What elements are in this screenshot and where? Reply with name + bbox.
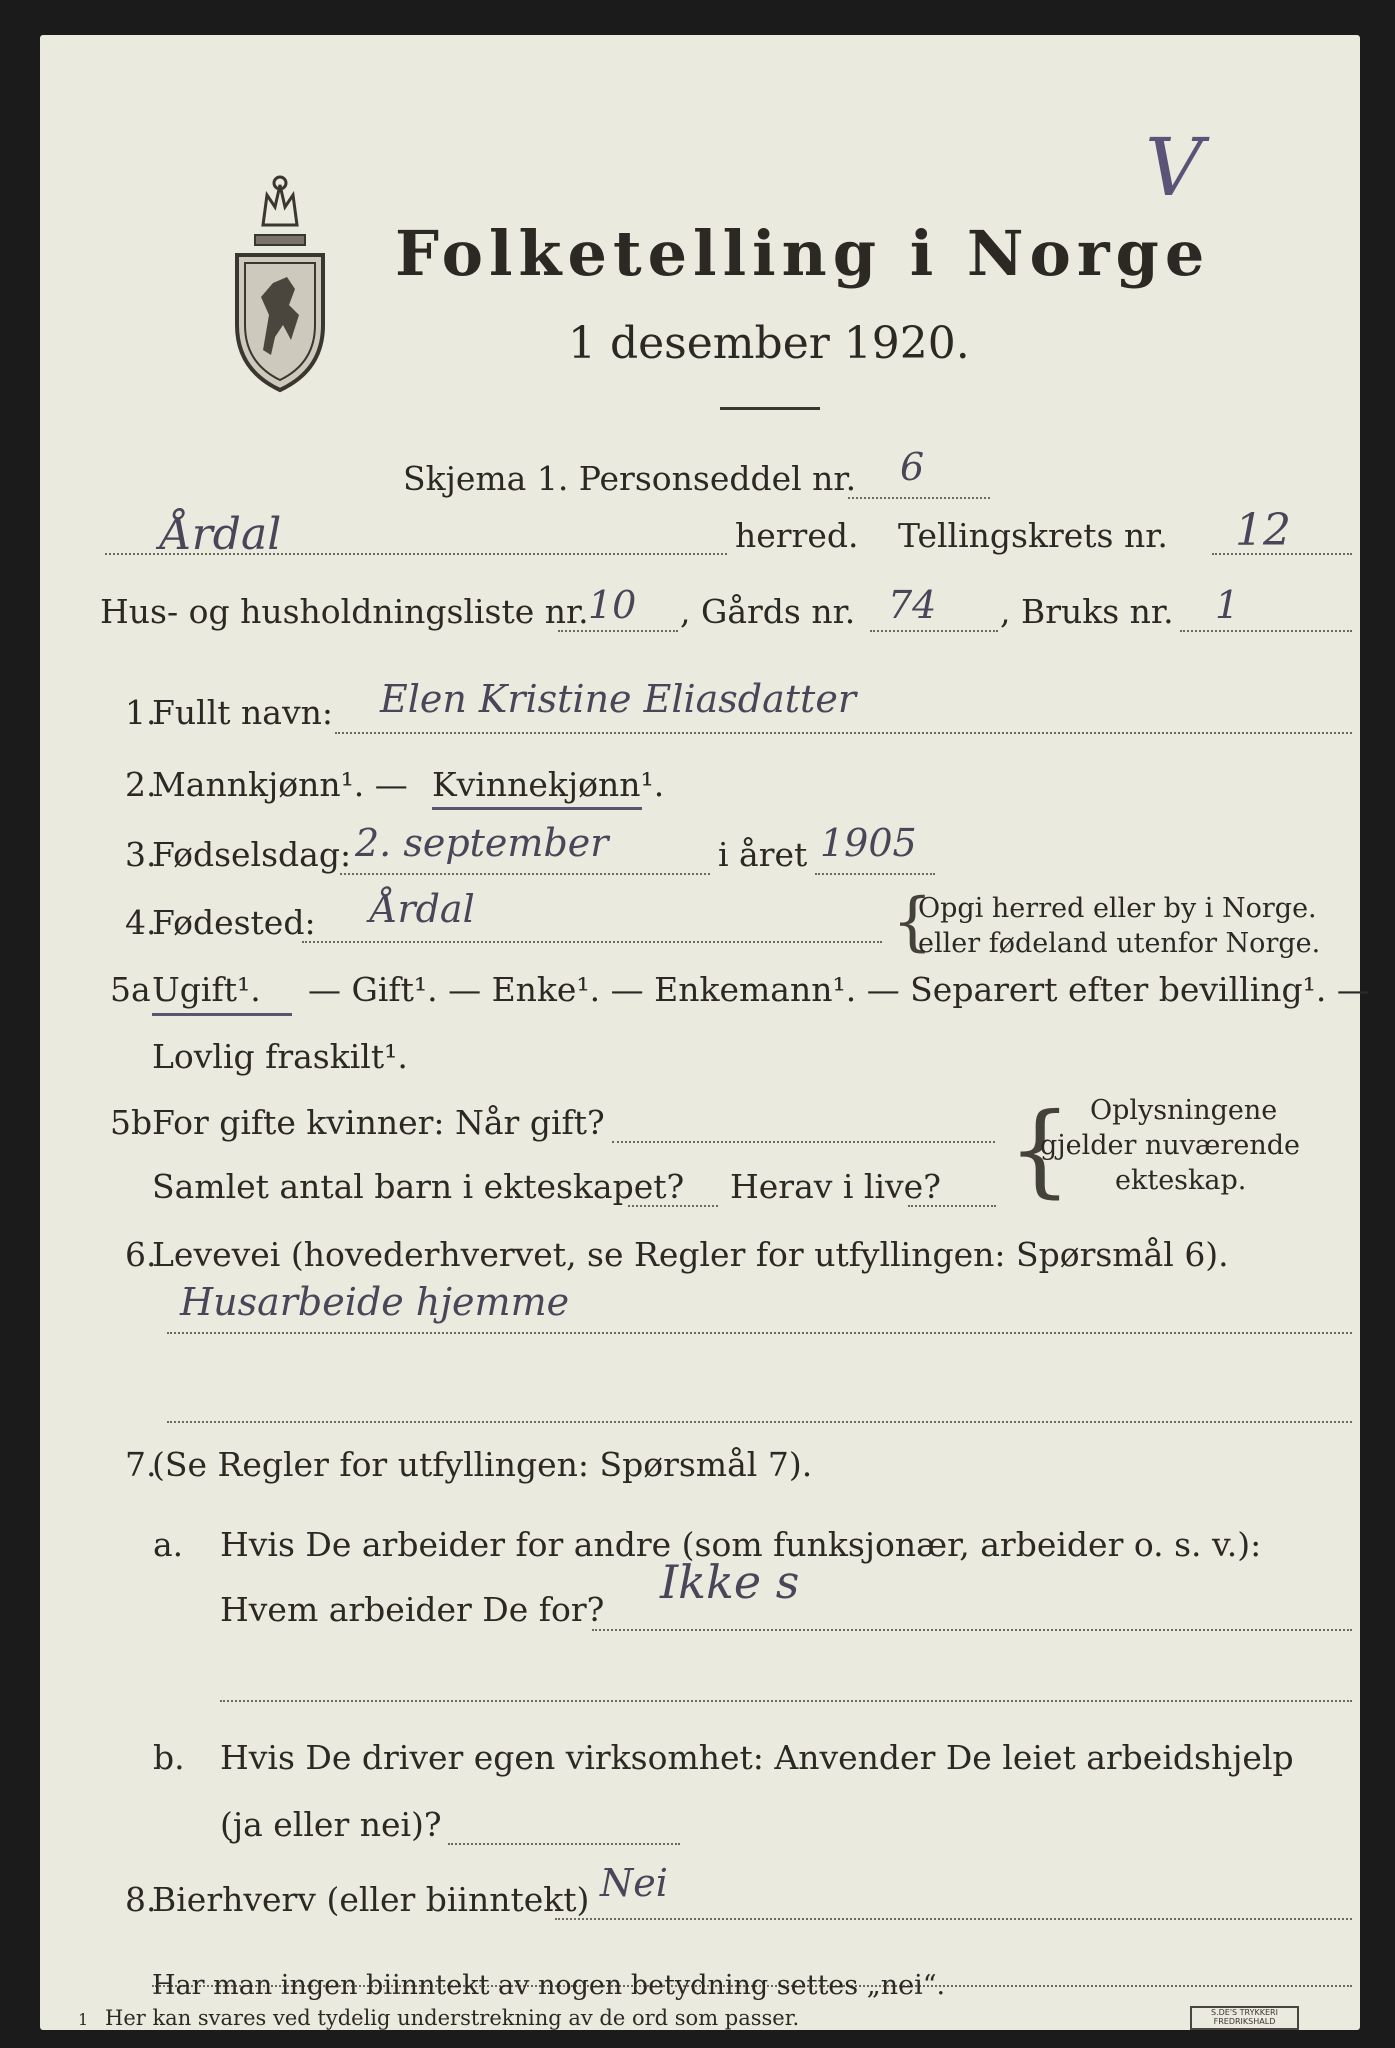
- q5b-number: 5b: [110, 1103, 153, 1142]
- herred-value: Årdal: [160, 509, 282, 560]
- husholdning-label: Hus- og husholdningsliste nr.: [100, 592, 589, 631]
- hus-field-line: [558, 630, 678, 632]
- census-date: 1 desember 1920.: [568, 318, 970, 369]
- gards-field-line: [870, 630, 998, 632]
- q5b-note-3: ekteskap.: [1115, 1165, 1247, 1196]
- herred-label: herred.: [735, 516, 859, 555]
- q5a-number: 5a: [110, 970, 151, 1009]
- printer-stamp: S.DE'S TRYKKERI FREDRIKSHALD: [1190, 2006, 1299, 2030]
- female-underline: [432, 807, 642, 810]
- q6-number: 6.: [125, 1235, 157, 1274]
- q5b-note-1: Oplysningene: [1090, 1095, 1278, 1126]
- schema-label: Skjema 1. Personseddel nr.: [403, 459, 857, 498]
- q5b-label-1: For gifte kvinner: Når gift?: [152, 1103, 605, 1142]
- personseddel-number: 6: [900, 445, 925, 489]
- husholdning-number: 10: [588, 583, 637, 627]
- q5b-field-line-2: [628, 1205, 718, 1207]
- q7-number: 7.: [125, 1445, 157, 1484]
- ugift-underline: [152, 1013, 292, 1016]
- schema-field-line: [848, 497, 990, 499]
- footer-note: Har man ingen biinntekt av nogen betydning settes „nei“.: [152, 1970, 946, 2001]
- q5a-ugift: Ugift¹.: [152, 970, 261, 1009]
- bruks-field-line: [1180, 630, 1352, 632]
- q5a-line2: Lovlig fraskilt¹.: [152, 1037, 408, 1076]
- q4-label: Fødested:: [152, 903, 316, 942]
- q8-number: 8.: [125, 1880, 157, 1919]
- q5b-field-line-1: [612, 1141, 995, 1143]
- birthplace-value: Årdal: [370, 887, 475, 931]
- q7a-letter: a.: [153, 1525, 184, 1564]
- q5b-label-2: Samlet antal barn i ekteskapet?: [152, 1167, 685, 1206]
- form-title: Folketelling i Norge: [395, 217, 1211, 290]
- q5b-note-2: gjelder nuværende: [1040, 1130, 1300, 1161]
- tellingskrets-number: 12: [1235, 505, 1291, 556]
- q7a-field-line-2: [220, 1700, 1352, 1702]
- q6-field-line-1: [167, 1332, 1352, 1334]
- q8-field-line: [555, 1918, 1352, 1920]
- q1-field-line: [335, 732, 1352, 734]
- q4-note-1: Opgi herred eller by i Norge.: [918, 893, 1317, 924]
- q6-label: Levevei (hovederhvervet, se Regler for utfyllingen: Spørsmål 6).: [152, 1235, 1229, 1274]
- footnote-number: 1: [78, 2010, 89, 2029]
- q4-brace: {: [892, 885, 933, 959]
- q1-number: 1.: [125, 693, 157, 732]
- q2-number: 2.: [125, 765, 157, 804]
- q7b-label-2: (ja eller nei)?: [220, 1805, 442, 1844]
- norway-coat-of-arms-icon: [225, 165, 335, 395]
- gards-number: 74: [888, 583, 937, 627]
- q4-field-line: [302, 941, 882, 943]
- birth-year-value: 1905: [820, 821, 917, 865]
- census-form-sheet: [40, 35, 1370, 2030]
- q5b-field-line-3: [908, 1205, 996, 1207]
- q7a-label-1: Hvis De arbeider for andre (som funksjonær, arbeider o. s. v.):: [220, 1525, 1262, 1564]
- q6-field-line-2: [167, 1421, 1352, 1423]
- gards-label: , Gårds nr.: [680, 592, 856, 631]
- birth-date-value: 2. september: [355, 821, 609, 865]
- bruks-label: , Bruks nr.: [1000, 592, 1174, 631]
- q7b-label-1: Hvis De driver egen virksomhet: Anvender De leiet arbeidshjelp: [220, 1738, 1294, 1777]
- q1-label: Fullt navn:: [152, 693, 333, 732]
- full-name-value: Elen Kristine Eliasdatter: [380, 677, 856, 721]
- check-mark: V: [1145, 121, 1203, 214]
- q3-number: 3.: [125, 835, 157, 874]
- employer-value: Ikke s: [660, 1555, 800, 1609]
- q3-date-line: [340, 873, 710, 875]
- q7a-label-2: Hvem arbeider De for?: [220, 1590, 605, 1629]
- q2-label-male: Mannkjønn¹. —: [152, 765, 408, 804]
- title-divider: [720, 407, 820, 410]
- q8-label: Bierhverv (eller biinntekt): [152, 1880, 590, 1919]
- q2-label-female: Kvinnekjønn¹.: [432, 765, 665, 804]
- tellingskrets-label: Tellingskrets nr.: [898, 516, 1168, 555]
- occupation-value: Husarbeide hjemme: [180, 1280, 570, 1324]
- q7b-letter: b.: [153, 1738, 185, 1777]
- q7-label: (Se Regler for utfyllingen: Spørsmål 7).: [152, 1445, 813, 1484]
- footnote-text: Her kan svares ved tydelig understrekning av de ord som passer.: [105, 2006, 800, 2030]
- q7a-field-line-1: [592, 1629, 1352, 1631]
- q3-year-line: [815, 873, 935, 875]
- q3-label: Fødselsdag:: [152, 835, 352, 874]
- q5a-options: — Gift¹. — Enke¹. — Enkemann¹. — Separert efter bevilling¹. —: [308, 970, 1370, 1009]
- bruks-number: 1: [1215, 583, 1240, 627]
- q3-year-label: i året: [718, 835, 808, 874]
- q5b-brace: {: [1008, 1091, 1072, 1208]
- q4-note-2: eller fødeland utenfor Norge.: [918, 928, 1321, 959]
- q5b-label-3: Herav i live?: [730, 1167, 941, 1206]
- q4-number: 4.: [125, 903, 157, 942]
- q7b-field-line: [448, 1843, 680, 1845]
- side-income-value: Nei: [600, 1861, 668, 1905]
